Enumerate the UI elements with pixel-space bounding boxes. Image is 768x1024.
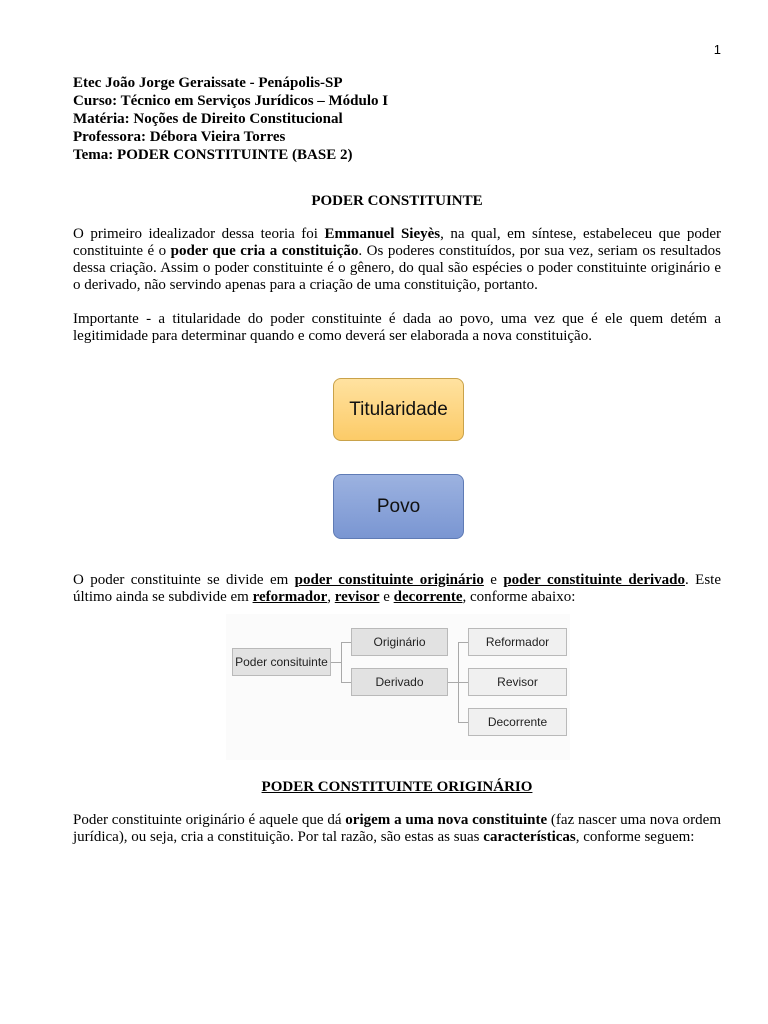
tree-connector xyxy=(341,642,342,682)
tree-node-reformador: Reformador xyxy=(468,628,567,656)
section-title-poder-constituinte: PODER CONSTITUINTE xyxy=(311,193,483,209)
header-course: Curso: Técnico em Serviços Jurídicos – Módulo I xyxy=(73,93,389,109)
tree-connector xyxy=(458,642,468,643)
tree-node-poder-constituinte: Poder consituinte xyxy=(232,648,331,676)
header-school: Etec João Jorge Geraissate - Penápolis-SP xyxy=(73,75,343,91)
header-theme: Tema: PODER CONSTITUINTE (BASE 2) xyxy=(73,147,353,163)
emphasis-sieyes: Emmanuel Sieyès xyxy=(324,226,441,242)
section-title-originario: PODER CONSTITUINTE ORIGINÁRIO xyxy=(261,779,533,795)
header-subject: Matéria: Noções de Direito Constitucional xyxy=(73,111,343,127)
header-teacher: Professora: Débora Vieira Torres xyxy=(73,129,286,145)
emphasis-origem: origem a uma nova constituinte xyxy=(345,812,548,828)
tree-node-originario: Originário xyxy=(351,628,448,656)
paragraph-originario: Poder constituinte originário é aquele que dá origem a uma nova constituinte (faz nascer uma nova ordem jurídica), ou seja, cria a constituição. Por tal razão, são estas as suas características, conforme seguem: xyxy=(73,812,721,845)
tree-connector xyxy=(458,722,468,723)
paragraph-importante: Importante - a titularidade do poder constituinte é dada ao povo, uma vez que é ele quem detém a legitimidade para determinar quando e como deverá ser elaborada a nova constituição. xyxy=(73,311,721,344)
tree-node-decorrente: Decorrente xyxy=(468,708,567,736)
emphasis-caracteristicas: características xyxy=(483,829,576,845)
emphasis-poder-cria: poder que cria a constituição xyxy=(170,243,359,259)
titularidade-box: Titularidade xyxy=(333,378,464,441)
tree-connector xyxy=(331,662,341,663)
tree-connector xyxy=(448,682,458,683)
tree-node-revisor: Revisor xyxy=(468,668,567,696)
paragraph-divisao: O poder constituinte se divide em poder constituinte originário e poder constituinte derivado. Este último ainda se subdivide em reformador, revisor e decorrente, conforme abaixo: xyxy=(73,572,721,605)
tree-connector xyxy=(341,682,351,683)
tree-node-derivado: Derivado xyxy=(351,668,448,696)
tree-connector xyxy=(341,642,351,643)
povo-box: Povo xyxy=(333,474,464,539)
tree-connector xyxy=(458,682,468,683)
paragraph-intro: O primeiro idealizador dessa teoria foi Emmanuel Sieyès, na qual, em síntese, estabeleceu que poder constituinte é o poder que cria a constituição. Os poderes constituídos, por sua vez, seriam os resultados dessa criação. Assim o poder constituinte é o gênero, do qual são espécies o poder constituinte originário e o derivado, não servindo apenas para a criação de uma constituição, portanto. xyxy=(73,226,722,293)
page-number: 1 xyxy=(713,42,721,57)
document-header xyxy=(73,74,388,164)
